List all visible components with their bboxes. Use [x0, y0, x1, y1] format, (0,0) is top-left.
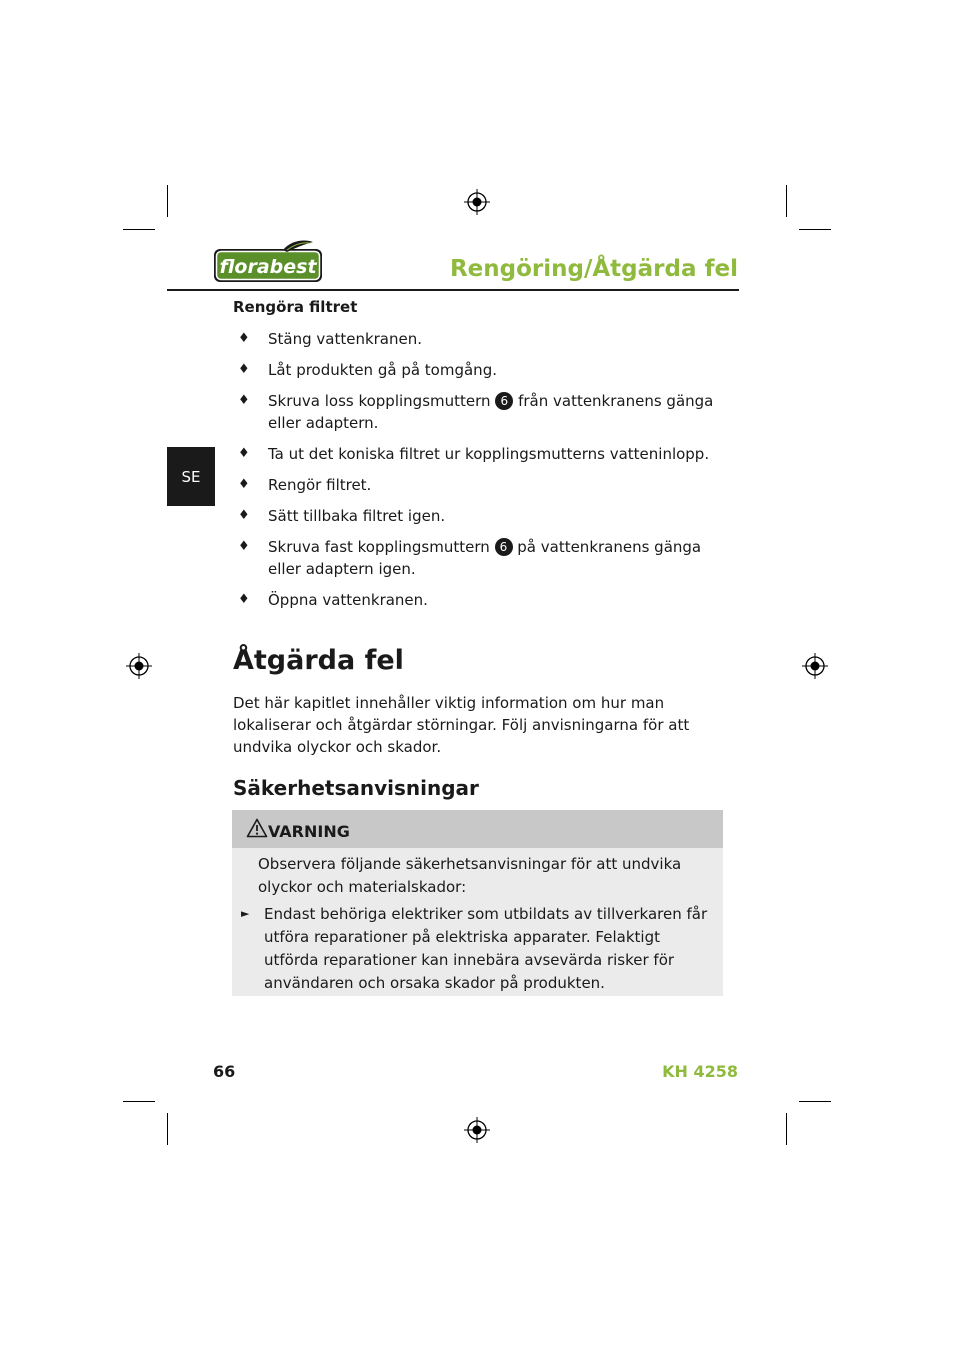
diamond-bullet-icon: ♦: [238, 393, 250, 408]
step-text-after: på vattenkranens gänga eller adaptern igen.: [268, 538, 702, 578]
list-item: [233, 536, 733, 580]
part-number-badge: 6: [495, 392, 513, 410]
crop-mark: [786, 1113, 787, 1145]
registration-mark-icon: [802, 653, 828, 679]
step-text: Låt produkten gå på tomgång.: [268, 361, 497, 379]
troubleshooting-intro: Det här kapitlet innehåller viktig information om hur man lokaliserar och åtgärdar störningar. Följ anvisningarna för att undvika olyckor och skador.: [233, 694, 690, 756]
list-item: [233, 328, 733, 350]
list-item: [233, 505, 733, 527]
list-item: [233, 359, 733, 381]
safety-heading: Säkerhetsanvisningar: [233, 776, 479, 800]
warning-box: [232, 810, 723, 996]
step-text: Öppna vattenkranen.: [268, 591, 428, 609]
crop-mark: [799, 229, 831, 230]
crop-mark: [786, 185, 787, 217]
warning-item: Endast behöriga elektriker som utbildats av tillverkaren får utföra reparationer på elektriska apparater. Felaktigt utförda reparationer kan innebära avsevärda risker för användaren och orsaka skador på produkten.: [264, 905, 708, 992]
list-item: [233, 390, 733, 434]
registration-mark-icon: [464, 1117, 490, 1143]
diamond-bullet-icon: ♦: [238, 331, 250, 346]
arrow-bullet-icon: ►: [241, 907, 250, 920]
step-text: Stäng vattenkranen.: [268, 330, 423, 348]
list-item: [233, 589, 733, 611]
crop-mark: [123, 229, 155, 230]
diamond-bullet-icon: ♦: [238, 477, 250, 492]
warning-header: [232, 810, 723, 848]
crop-mark: [167, 185, 168, 217]
step-text-after: från vattenkranens gänga eller adaptern.: [268, 392, 714, 432]
diamond-bullet-icon: ♦: [238, 508, 250, 523]
clean-filter-title: Rengöra filtret: [233, 298, 358, 316]
warning-label: VARNING: [268, 822, 350, 841]
model-number: KH 4258: [662, 1062, 738, 1081]
troubleshooting-heading: Åtgärda fel: [233, 645, 404, 676]
crop-mark: [123, 1101, 155, 1102]
step-text: Sätt tillbaka filtret igen.: [268, 507, 446, 525]
part-number-badge: 6: [495, 538, 513, 556]
crop-mark: [799, 1101, 831, 1102]
warning-triangle-icon: [246, 818, 268, 838]
logo-text: florabest: [219, 256, 317, 278]
crop-mark: [167, 1113, 168, 1145]
florabest-logo: [213, 240, 325, 284]
warning-intro: Observera följande säkerhetsanvisningar för att undvika olyckor och materialskador:: [258, 855, 682, 896]
diamond-bullet-icon: ♦: [238, 592, 250, 607]
diamond-bullet-icon: ♦: [238, 539, 250, 554]
diamond-bullet-icon: ♦: [238, 446, 250, 461]
section-title: Rengöring/Åtgärda fel: [449, 256, 738, 282]
step-text: Rengör filtret.: [268, 476, 372, 494]
step-text: Skruva loss kopplingsmuttern: [268, 392, 496, 410]
clean-filter-steps: [233, 328, 733, 620]
header-rule: [167, 289, 739, 291]
list-item: [233, 443, 733, 465]
list-item: [233, 474, 733, 496]
registration-mark-icon: [464, 189, 490, 215]
diamond-bullet-icon: ♦: [238, 362, 250, 377]
step-text: Skruva fast kopplingsmuttern: [268, 538, 495, 556]
step-text: Ta ut det koniska filtret ur kopplingsmutterns vatteninlopp.: [268, 445, 710, 463]
registration-mark-icon: [126, 653, 152, 679]
language-tab: SE: [167, 447, 215, 506]
page-number: 66: [213, 1062, 236, 1081]
